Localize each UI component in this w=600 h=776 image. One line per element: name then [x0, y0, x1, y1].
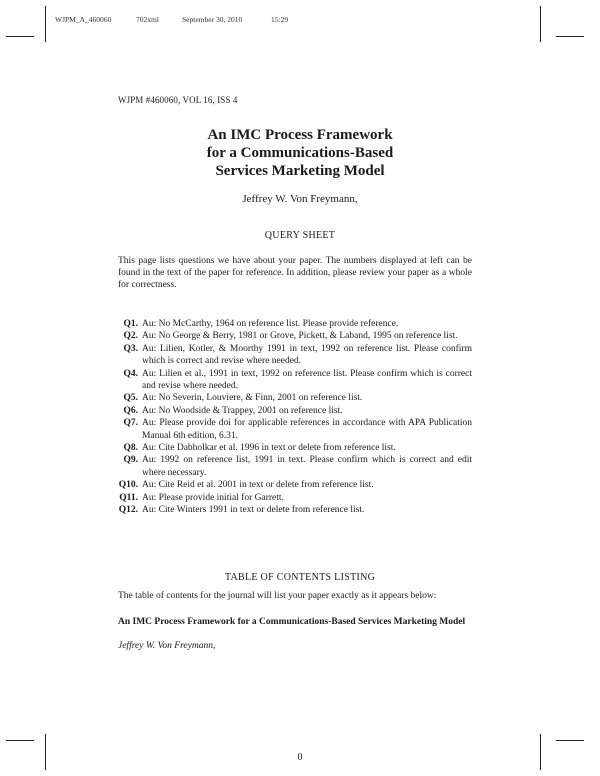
title-line: Services Marketing Model [215, 163, 385, 179]
crop-mark [556, 36, 584, 37]
query-number: Q6. [123, 405, 138, 416]
query-number: Q8. [123, 443, 138, 454]
query-number: Q10. [118, 480, 138, 491]
query-text: Au: Please provide initial for Garrett. [142, 492, 284, 503]
author-name: Jeffrey W. Von Freymann, [242, 193, 358, 205]
header-xml-tag: 702xml [136, 15, 159, 24]
title-line: An IMC Process Framework [207, 127, 393, 143]
query-text: Au: No McCarthy, 1964 on reference list. Please provide reference. [142, 319, 399, 329]
crop-mark [6, 36, 34, 37]
query-number: Q7. [123, 418, 138, 429]
query-text: Au: Cite Winters 1991 in text or delete from reference list. [142, 505, 365, 516]
query-item [108, 454, 472, 479]
query-number: Q3. [123, 343, 138, 354]
query-item [108, 442, 472, 454]
query-text: Au: No George & Berry, 1981 or Grove, Pickett, & Laband, 1995 on reference list. [142, 331, 458, 342]
query-text: Au: Cite Reid et al. 2001 in text or delete from reference list. [142, 480, 374, 491]
toc-author: Jeffrey W. Von Freymann, [118, 641, 216, 651]
query-item [108, 479, 472, 491]
header-file-id: WJPM_A_460060 [55, 15, 112, 24]
query-text: Au: Cite Dabholkar et al. 1996 in text or delete from reference list. [142, 443, 396, 454]
title-line: for a Communications-Based [206, 145, 394, 161]
toc-intro: The table of contents for the journal will list your paper exactly as it appears below: [118, 591, 437, 601]
query-item [108, 492, 472, 504]
article-title [0, 126, 600, 180]
query-list [108, 318, 472, 517]
query-number: Q2. [123, 331, 138, 342]
crop-mark [540, 6, 541, 42]
header-time: 15:29 [271, 15, 289, 24]
query-item [108, 392, 472, 404]
header-date: September 30, 2010 [182, 15, 243, 24]
query-item [108, 417, 472, 442]
query-number: Q1. [123, 319, 138, 329]
query-item [108, 330, 472, 342]
query-text: Au: No Woodside & Trappey, 2001 on reference list. [142, 405, 343, 416]
toc-title: An IMC Process Framework for a Communications-Based Services Marketing Model [118, 617, 466, 627]
toc-heading: TABLE OF CONTENTS LISTING [224, 572, 376, 583]
query-number: Q9. [123, 455, 138, 466]
query-number: Q4. [123, 368, 138, 379]
query-item [108, 405, 472, 417]
query-number: Q5. [123, 393, 138, 404]
journal-line: WJPM #460060, VOL 16, ISS 4 [118, 95, 238, 105]
query-number: Q12. [118, 505, 138, 516]
crop-mark [45, 6, 46, 42]
query-item [108, 318, 472, 330]
query-text: Au: Lilien et al., 1991 in text, 1992 on reference list. Please confirm which is correct and revise where needed. [142, 368, 472, 392]
query-item [108, 368, 472, 393]
query-text: Au: Lilien, Kotler, & Moorthy 1991 in text, 1992 on reference list. Please confirm which is correct and revise where needed. [142, 343, 472, 367]
query-sheet-intro: This page lists questions we have about your paper. The numbers displayed at left can be found in the text of the paper for reference. In addition, please review your paper as a whole for correctness. [118, 256, 472, 291]
crop-mark [6, 740, 34, 741]
query-text: Au: Please provide doi for applicable references in accordance with APA Publication Manual 6th edition, 6.31. [142, 418, 472, 441]
page-number: 0 [297, 752, 303, 763]
query-text: Au: No Severin, Louviere, & Finn, 2001 on reference list. [142, 393, 363, 404]
query-sheet-heading: QUERY SHEET [264, 230, 336, 241]
query-text: Au: 1992 on reference list, 1991 in text. Please confirm which is correct and edit where necessary. [142, 455, 472, 478]
query-item [108, 504, 472, 516]
crop-mark [556, 740, 584, 741]
query-number: Q11. [119, 492, 138, 503]
query-item [108, 343, 472, 368]
